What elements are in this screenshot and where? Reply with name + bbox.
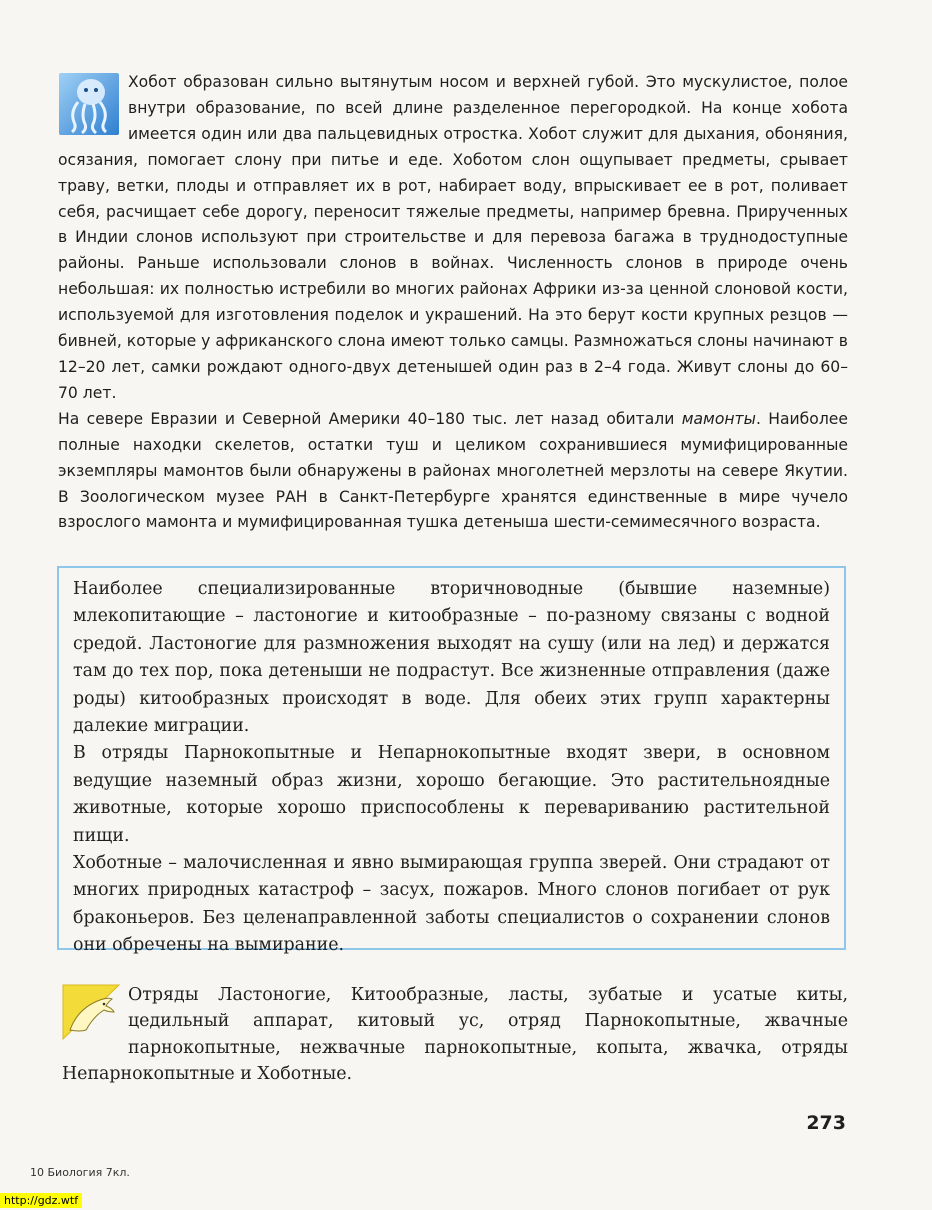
summary-paragraph-pinnipeds: Наиболее специализированные вторичноводные (бывшие наземные) млекопитающие – ластоногие и китообразные – по-разному связаны с водной средой. Ластоногие для размножения выходят на сушу (или на лед) и держатся там до тех пор, пока детеныши не подрастут. Все жизненные отправления (даже роды) китообразных происходят в воде. Для обеих этих групп характерны далекие миграции. (73, 579, 830, 737)
paragraph-mammoths-text-end: . Наиболее полные находки скелетов, остатки туш и целиком сохранившиеся мумифицированные экземпляры мамонтов были обнаружены в районах многолетней мерзлоты на севере Якутии. В Зоологическом музее РАН в Санкт-Петербурге хранятся единственные в мире чучело взрослого мамонта и мумифицированная тушка детеныша шести-семимесячного возраста. (58, 409, 848, 532)
octopus-icon (58, 72, 120, 136)
page-number: 273 (806, 1112, 846, 1134)
watermark-link[interactable]: http://gdz.wtf (0, 1193, 82, 1208)
main-text-block (58, 70, 848, 536)
paragraph-mammoths (58, 407, 848, 537)
summary-paragraph-proboscideans: Хоботные – малочисленная и явно вымирающая группа зверей. Они страдают от многих природных катастроф – засух, пожаров. Много слонов погибает от рук браконьеров. Без целенаправленной заботы специалистов о сохранении слонов они обречены на вымирание. (73, 853, 830, 956)
footer-book-label: 10 Биология 7кл. (30, 1166, 130, 1179)
emphasis-mammoths: мамонты (681, 409, 756, 428)
key-terms-paragraph (62, 982, 848, 1088)
paragraph-mammoths-text-start: На севере Евразии и Северной Америки 40–180 тыс. лет назад обитали (58, 409, 682, 428)
paragraph-trunk-text: Хобот образован сильно вытянутым носом и верхней губой. Это мускулистое, полое внутри образование, по всей длине разделенное перегородкой. На конце хобота имеется один или два пальцевидных отростка. Хобот служит для дыхания, обоняния, осязания, помогает слону при питье и еде. Хоботом слон ощупывает предметы, срывает траву, ветки, плоды и отправляет их в рот, набирает воду, впрыскивает ее в рот, поливает себя, расчищает себе дорогу, переносит тяжелые предметы, например бревна. Прирученных в Индии слонов используют при строительстве и для перевоза багажа в труднодоступные районы. Раньше использовали слонов в войнах. Численность слонов в природе очень небольшая: их полностью истребили во многих районах Африки из-за ценной слоновой кости, используемой для изготовления поделок и украшений. На это берут кости крупных резцов — бивней, которые у африканского слона имеют только самцы. Размножаться слоны начинают в 12–20 лет, самки рождают одного-двух детенышей один раз в 2–4 года. Живут слоны до 60–70 лет. (58, 73, 848, 402)
summary-paragraph-ungulates: В отряды Парнокопытные и Непарнокопытные входят звери, в основном ведущие наземный образ жизни, хорошо бегающие. Это растительноядные животные, которые хорошо приспособлены к перевариванию растительной пищи. (73, 743, 830, 846)
summary-frame (57, 566, 846, 956)
key-terms-block (62, 982, 848, 1088)
key-terms-text: Отряды Ластоногие, Китообразные, ласты, зубатые и усатые киты, цедильный аппарат, китовый ус, отряд Парнокопытные, жвачные парнокопытные, нежвачные парнокопытные, копыта, жвачка, отряды Непарнокопытные и Хоботные. (62, 985, 848, 1085)
dolphin-icon (62, 984, 120, 1040)
paragraph-trunk (58, 70, 848, 407)
